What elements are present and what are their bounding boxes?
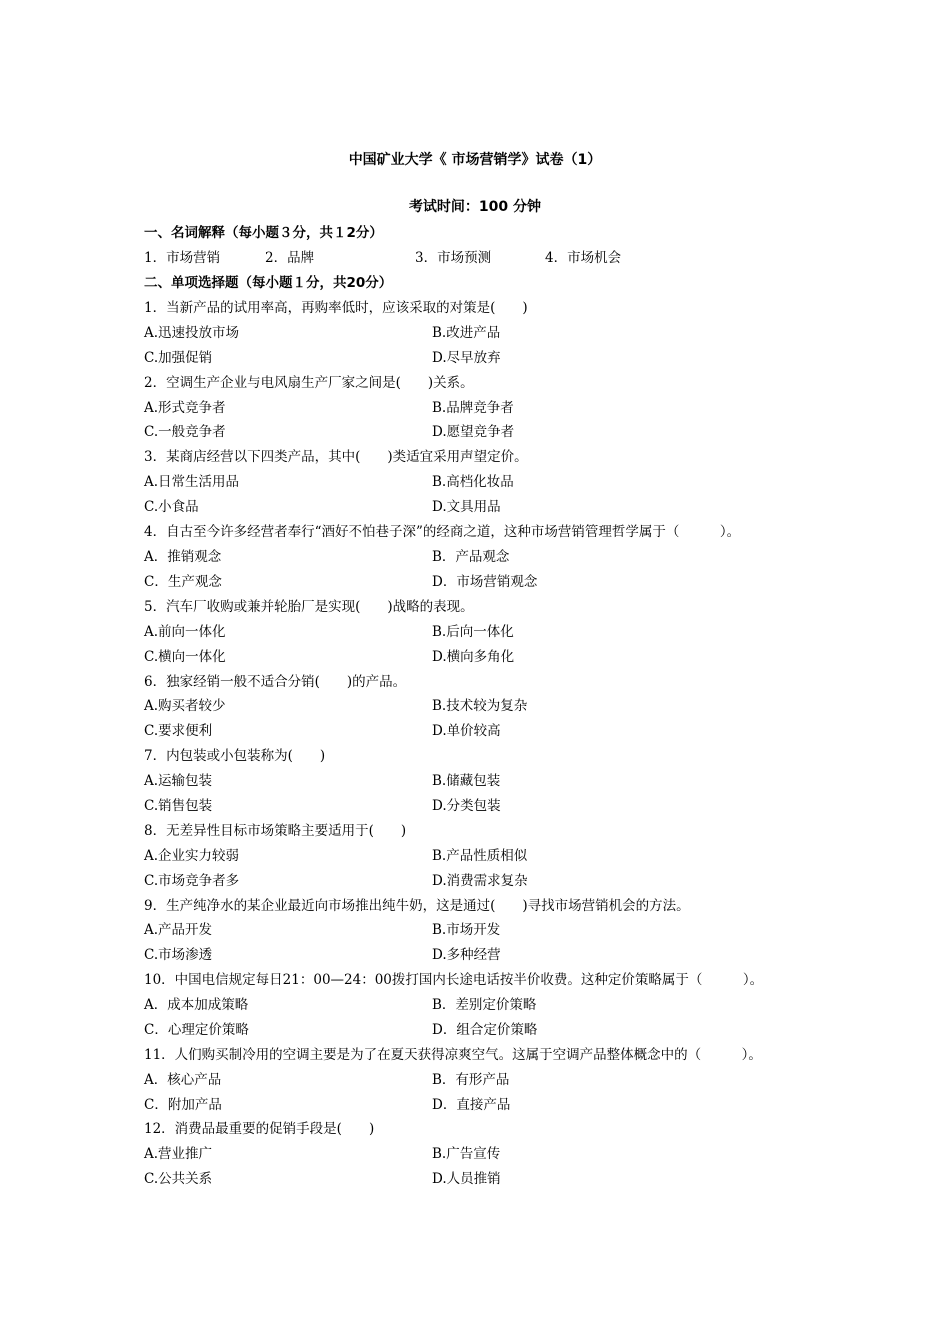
q5-option-a: A.前向一体化 [144,624,226,640]
q3-option-d: D.文具用品 [432,499,501,515]
q11-option-a: A．核心产品 [144,1072,222,1088]
q11-option-d: D．直接产品 [432,1097,511,1113]
term-2: 2．品牌 [265,250,315,266]
question-3: 3．某商店经营以下四类产品，其中( )类适宜采用声望定价。 [144,449,528,465]
q2-option-a: A.形式竞争者 [144,400,226,416]
q6-option-a: A.购买者较少 [144,698,226,714]
section1-heading: 一、名词解释（每小题３分，共１2分） [144,225,383,241]
q1-option-b: B.改进产品 [432,325,501,341]
question-9: 9．生产纯净水的某企业最近向市场推出纯牛奶，这是通过( )寻找市场营销机会的方法。 [144,898,690,914]
q7-option-b: B.储藏包装 [432,773,501,789]
q5-option-d: D.横向多角化 [432,649,515,665]
term-4: 4．市场机会 [545,250,622,266]
q6-option-b: B.技术较为复杂 [432,698,528,714]
exam-time: 考试时间：100 分钟 [408,199,542,215]
q9-option-c: C.市场渗透 [144,947,213,963]
q10-option-b: B．差别定价策略 [432,997,537,1013]
q5-option-b: B.后向一体化 [432,624,514,640]
q4-option-d: D．市场营销观念 [432,574,538,590]
q8-option-a: A.企业实力较弱 [144,848,240,864]
question-7: 7．内包装或小包装称为( ) [144,748,326,764]
q3-option-c: C.小食品 [144,499,199,515]
q8-option-b: B.产品性质相似 [432,848,528,864]
exam-title: 中国矿业大学《 市场营销学》试卷（1） [348,152,602,168]
q4-option-c: C．生产观念 [144,574,222,590]
q8-option-c: C.市场竞争者多 [144,873,240,889]
question-2: 2．空调生产企业与电风扇生产厂家之间是( )关系。 [144,375,474,391]
q7-option-d: D.分类包装 [432,798,501,814]
q10-option-c: C．心理定价策略 [144,1022,249,1038]
question-4: 4．自古至今许多经营者奉行“酒好不怕巷子深”的经商之道，这种市场营销管理哲学属于（ ）。 [144,524,741,540]
q6-option-d: D.单价较高 [432,723,501,739]
q12-option-d: D.人员推销 [432,1171,501,1187]
section2-heading: 二、单项选择题（每小题１分，共20分） [144,275,393,291]
q12-option-b: B.广告宣传 [432,1146,501,1162]
question-1: 1．当新产品的试用率高，再购率低时，应该采取的对策是( ) [144,300,528,316]
q4-option-b: B．产品观念 [432,549,510,565]
q1-option-c: C.加强促销 [144,350,213,366]
q11-option-c: C．附加产品 [144,1097,222,1113]
q9-option-a: A.产品开发 [144,922,213,938]
q9-option-b: B.市场开发 [432,922,501,938]
q3-option-a: A.日常生活用品 [144,474,240,490]
q8-option-d: D.消费需求复杂 [432,873,528,889]
q7-option-a: A.运输包装 [144,773,213,789]
q1-option-d: D.尽早放弃 [432,350,501,366]
q1-option-a: A.迅速投放市场 [144,325,240,341]
q12-option-a: A.营业推广 [144,1146,213,1162]
question-10: 10．中国电信规定每日21：00—24：00拨打国内长途电话按半价收费。这种定价策略属于（ ）。 [144,972,764,988]
q3-option-b: B.高档化妆品 [432,474,514,490]
q7-option-c: C.销售包装 [144,798,213,814]
q2-option-c: C.一般竞争者 [144,424,226,440]
question-8: 8．无差异性目标市场策略主要适用于( ) [144,823,407,839]
term-3: 3．市场预测 [415,250,492,266]
question-5: 5．汽车厂收购或兼并轮胎厂是实现( )战略的表现。 [144,599,474,615]
q10-option-a: A．成本加成策略 [144,997,249,1013]
q6-option-c: C.要求便利 [144,723,213,739]
q2-option-b: B.品牌竞争者 [432,400,514,416]
question-11: 11．人们购买制冷用的空调主要是为了在夏天获得凉爽空气。这属于空调产品整体概念中的（ ）。 [144,1047,762,1063]
q2-option-d: D.愿望竞争者 [432,424,515,440]
q5-option-c: C.横向一体化 [144,649,226,665]
question-12: 12．消费品最重要的促销手段是( ) [144,1121,375,1137]
question-6: 6．独家经销一般不适合分销( )的产品。 [144,674,407,690]
q12-option-c: C.公共关系 [144,1171,213,1187]
q9-option-d: D.多种经营 [432,947,501,963]
q10-option-d: D．组合定价策略 [432,1022,538,1038]
q11-option-b: B．有形产品 [432,1072,510,1088]
q4-option-a: A．推销观念 [144,549,222,565]
term-1: 1．市场营销 [144,250,221,266]
